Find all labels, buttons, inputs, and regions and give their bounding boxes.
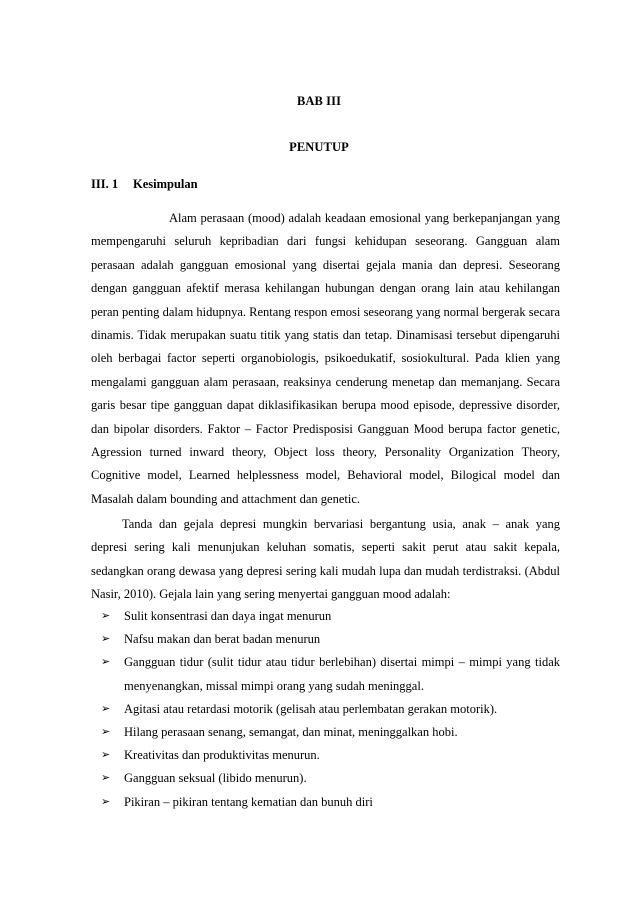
section-heading — [91, 177, 198, 192]
arrow-bullet-icon: ➢ — [101, 656, 111, 669]
arrow-bullet-icon: ➢ — [101, 749, 111, 762]
arrow-bullet-icon: ➢ — [101, 633, 111, 646]
chapter-title: PENUTUP — [289, 140, 349, 154]
symptom-list — [101, 605, 560, 814]
arrow-bullet-icon: ➢ — [101, 702, 111, 715]
paragraph-1: Alam perasaan (mood) adalah keadaan emosional yang berkepanjangan yang mempengaruhi seluruh kepribadian dari fungsi kehidupan seseorang. Gangguan alam perasaan adalah gangguan emosional yang disertai gejala mania dan depresi. Seseorang dengan gangguan afektif merasa kehilangan hubungan dengan orang lain atau kehilangan peran penting dalam hidupnya. Rentang respon emosi seseorang yang normal bergerak secara dinamis. Tidak merupakan suatu titik yang statis dan tetap. Dinamisasi tersebut dipengaruhi oleh berbagai factor seperti organobiologis, psikoedukatif, sosiokultural. Pada klien yang mengalami gangguan alam perasaan, reaksinya cenderung menetap dan memanjang. Secara garis besar tipe gangguan dapat diklasifikasikan berupa mood episode, depressive disorder, dan bipolar disorders. Faktor – Factor Predisposisi Gangguan Mood berupa factor genetic, Agression turned inward theory, Object loss theory, Personality Organization Theory, Cognitive model, Learned helplessness model, Behavioral model, Bilogical model dan Masalah dalam bounding and attachment dan genetic. — [91, 211, 560, 506]
list-item: ➢ Pikiran – pikiran tentang kematian dan bunuh diri — [101, 791, 560, 814]
list-item: ➢ Kreativitas dan produktivitas menurun. — [101, 744, 560, 767]
list-item: ➢ Nafsu makan dan berat badan menurun — [101, 628, 560, 651]
list-item: ➢ Sulit konsentrasi dan daya ingat menurun — [101, 605, 560, 628]
list-item: ➢ Agitasi atau retardasi motorik (gelisah atau perlembatan gerakan motorik). — [101, 698, 560, 721]
list-item: ➢ Gangguan seksual (libido menurun). — [101, 767, 560, 790]
arrow-bullet-icon: ➢ — [101, 726, 111, 739]
arrow-bullet-icon: ➢ — [101, 795, 111, 808]
chapter-label: BAB III — [296, 94, 342, 108]
section-number: III. 1 — [91, 177, 119, 191]
arrow-bullet-icon: ➢ — [101, 772, 111, 785]
section-title: Kesimpulan — [133, 177, 198, 191]
list-item: ➢ Gangguan tidur (sulit tidur atau tidur berlebihan) disertai mimpi – mimpi yang tidak menyenangkan, missal mimpi orang yang sudah meninggal. — [101, 651, 560, 697]
arrow-bullet-icon: ➢ — [101, 610, 111, 622]
list-item: ➢ Hilang perasaan senang, semangat, dan minat, meninggalkan hobi. — [101, 721, 560, 744]
paragraph-2: Tanda dan gejala depresi mungkin bervariasi bergantung usia, anak – anak yang depresi sering kali menunjukan keluhan somatis, seperti sakit perut atau sakit kepala, sedangkan orang dewasa yang depresi sering kali mudah lupa dan mudah terdistraksi. (Abdul Nasir, 2010). Gejala lain yang sering menyertai gangguan mood adalah: — [91, 517, 560, 602]
